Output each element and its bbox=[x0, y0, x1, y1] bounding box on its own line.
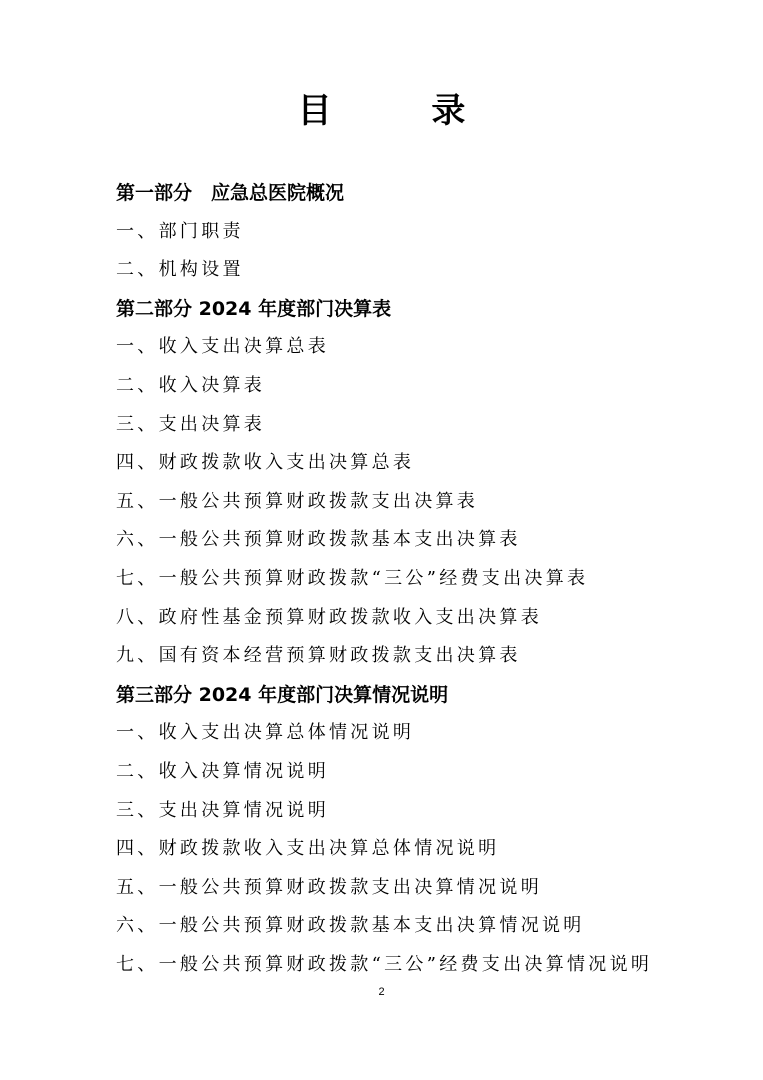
toc-item: 六、一般公共预算财政拨款基本支出决算表 bbox=[116, 529, 521, 551]
toc-item: 三、支出决算情况说明 bbox=[116, 799, 329, 821]
toc-item: 一、部门职责 bbox=[116, 220, 244, 242]
toc-item: 四、财政拨款收入支出决算总表 bbox=[116, 452, 415, 474]
toc-section-2: 第二部分 2024 年度部门决算表 bbox=[116, 297, 392, 320]
toc-item: 九、国有资本经营预算财政拨款支出决算表 bbox=[116, 645, 521, 667]
toc-item: 五、一般公共预算财政拨款支出决算情况说明 bbox=[116, 876, 542, 898]
toc-section-3: 第三部分 2024 年度部门决算情况说明 bbox=[116, 683, 449, 706]
toc-item: 五、一般公共预算财政拨款支出决算表 bbox=[116, 490, 479, 512]
toc-item: 三、支出决算表 bbox=[116, 413, 266, 435]
page-number: 2 bbox=[378, 986, 385, 998]
toc-item: 七、一般公共预算财政拨款“三公”经费支出决算表 bbox=[116, 567, 589, 589]
toc-item: 二、收入决算情况说明 bbox=[116, 760, 329, 782]
toc-item: 一、收入支出决算总体情况说明 bbox=[116, 722, 415, 744]
toc-item: 一、收入支出决算总表 bbox=[116, 336, 329, 358]
toc-section-1: 第一部分 应急总医院概况 bbox=[116, 182, 345, 204]
toc-item: 二、机构设置 bbox=[116, 259, 244, 281]
toc-item: 二、收入决算表 bbox=[116, 374, 266, 396]
toc-item: 六、一般公共预算财政拨款基本支出决算情况说明 bbox=[116, 915, 585, 937]
toc-item: 八、政府性基金预算财政拨款收入支出决算表 bbox=[116, 606, 542, 628]
table-of-contents bbox=[116, 174, 736, 984]
toc-item: 七、一般公共预算财政拨款“三公”经费支出决算情况说明 bbox=[116, 953, 653, 975]
toc-item: 四、财政拨款收入支出决算总体情况说明 bbox=[116, 838, 500, 860]
page-title: 目 录 bbox=[297, 91, 510, 131]
